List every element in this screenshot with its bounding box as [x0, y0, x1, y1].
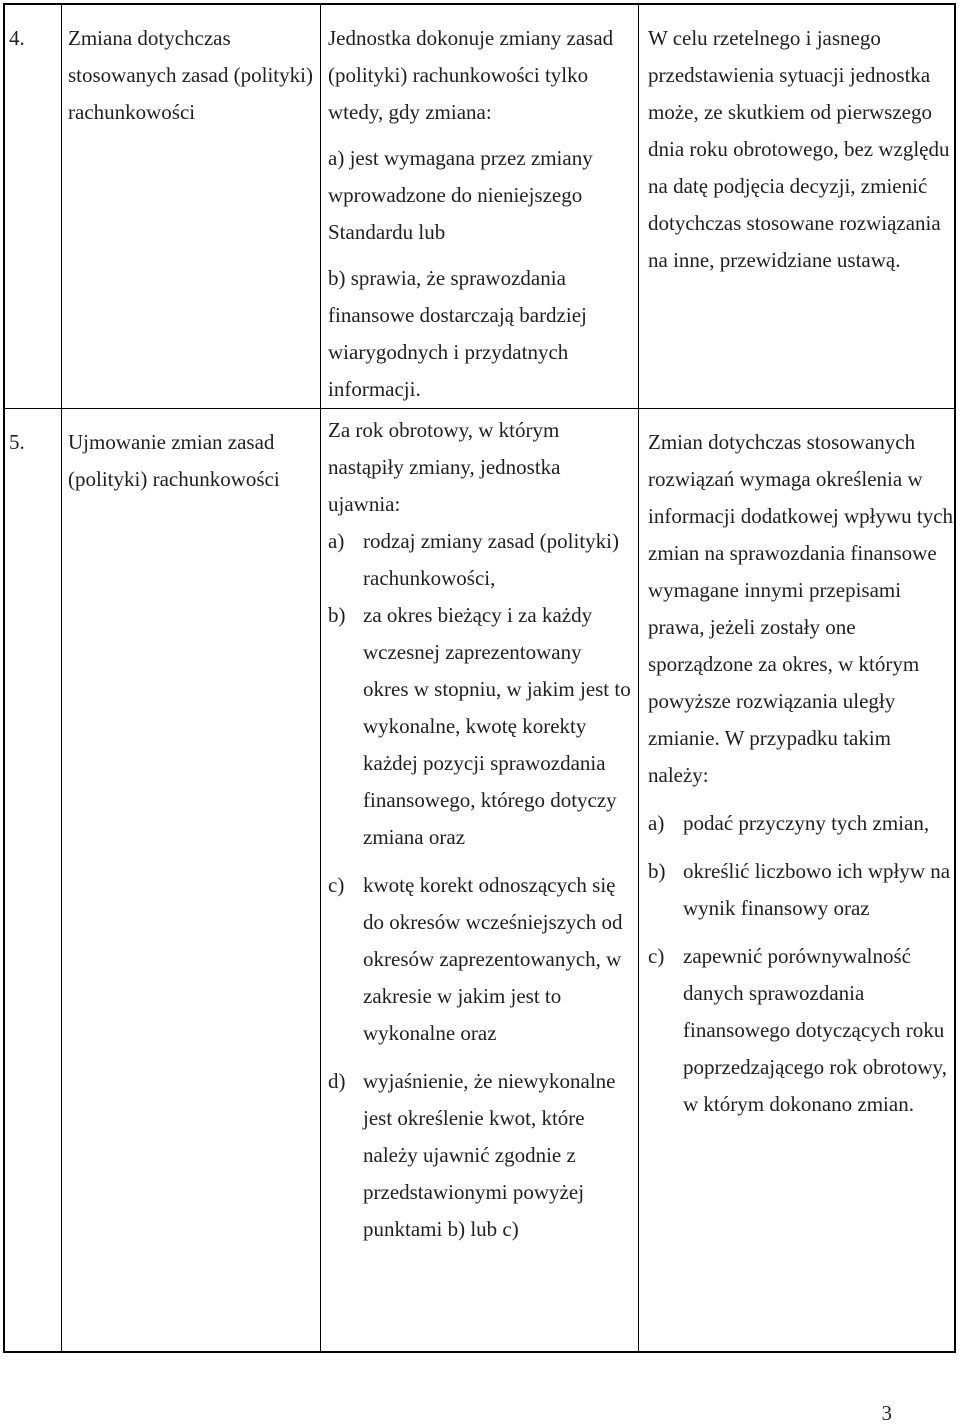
column-divider-3 [638, 3, 639, 1353]
row-number: 4. [9, 26, 25, 50]
item-text: wyjaśnienie, że niewykonalne jest określenie kwot, które należy ujawnić zgodnie z przedstawionymi powyżej punktami b) lub c) [363, 1069, 616, 1241]
item-text: zapewnić porównywalność danych sprawozdania finansowego dotyczących roku poprzedzającego rok obrotowy, w którym dokonano zmian. [683, 944, 947, 1116]
column-divider-2 [320, 3, 321, 1353]
row-title: Zmiana dotychczas stosowanych zasad (polityki) rachunkowości [68, 26, 313, 124]
row-number: 5. [9, 430, 25, 454]
item-text: za okres bieżący i za każdy wczesnej zaprezentowany okres w stopniu, w jakim jest to wykonalne, kwotę korekty każdej pozycji sprawozdania finansowego, którego dotyczy zmiana oraz [363, 603, 631, 849]
standard-item [328, 523, 632, 597]
standard-item-b: b) sprawia, że sprawozdania finansowe dostarczają bardziej wiarygodnych i przydatnych informacji. [328, 266, 587, 401]
standard-item-a: a) jest wymagana przez zmiany wprowadzone do nieniejszego Standardu lub [328, 146, 593, 244]
item-label: d) [328, 1069, 346, 1093]
page-number: 3 [881, 1401, 892, 1425]
row-divider [3, 408, 956, 409]
standard-intro: Jednostka dokonuje zmiany zasad (polityki) rachunkowości tylko wtedy, gdy zmiana: [328, 26, 614, 124]
standard-text [328, 412, 632, 1248]
act-intro: W celu rzetelnego i jasnego przedstawienia sytuacji jednostka może, ze skutkiem od pierwszego dnia roku obrotowego, bez względu na datę podjęcia decyzji, zmienić dotychczas stosowane rozwiązania na inne, przewidziane ustawą. [648, 26, 950, 272]
act-item [648, 805, 953, 842]
item-text: rodzaj zmiany zasad (polityki) rachunkowości, [363, 529, 619, 590]
table-border-left [3, 3, 5, 1353]
standard-item [328, 597, 632, 856]
item-text: określić liczbowo ich wpływ na wynik finansowy oraz [683, 859, 951, 920]
act-text [648, 20, 953, 279]
act-item [648, 938, 953, 1123]
column-divider-1 [61, 3, 62, 1353]
act-intro: Zmian dotychczas stosowanych rozwiązań wymaga określenia w informacji dodatkowej wpływu tych zmian na sprawozdania finansowe wymagane innymi przepisami prawa, jeżeli zostały one sporządzone za okres, w którym powyższe rozwiązania uległy zmianie. W przypadku takim należy: [648, 430, 954, 787]
item-label: a) [328, 529, 345, 553]
item-label: a) [648, 811, 665, 835]
standard-intro: Za rok obrotowy, w którym nastąpiły zmiany, jednostka ujawnia: [328, 418, 561, 516]
standard-item [328, 1063, 632, 1248]
act-item [648, 853, 953, 927]
item-text: podać przyczyny tych zmian, [683, 811, 930, 835]
item-label: b) [648, 859, 666, 883]
item-label: b) [328, 603, 346, 627]
row-title: Ujmowanie zmian zasad (polityki) rachunkowości [68, 430, 280, 491]
table-border-bottom [3, 1351, 956, 1353]
standard-item [328, 867, 632, 1052]
act-text [648, 424, 953, 1123]
table-border-right [954, 3, 956, 1353]
item-label: c) [648, 944, 665, 968]
item-text: kwotę korekt odnoszących się do okresów wcześniejszych od okresów zaprezentowanych, w zakresie w jakim jest to wykonalne oraz [363, 873, 623, 1045]
item-label: c) [328, 873, 345, 897]
table-border-top [3, 3, 956, 5]
standard-text [328, 20, 632, 408]
